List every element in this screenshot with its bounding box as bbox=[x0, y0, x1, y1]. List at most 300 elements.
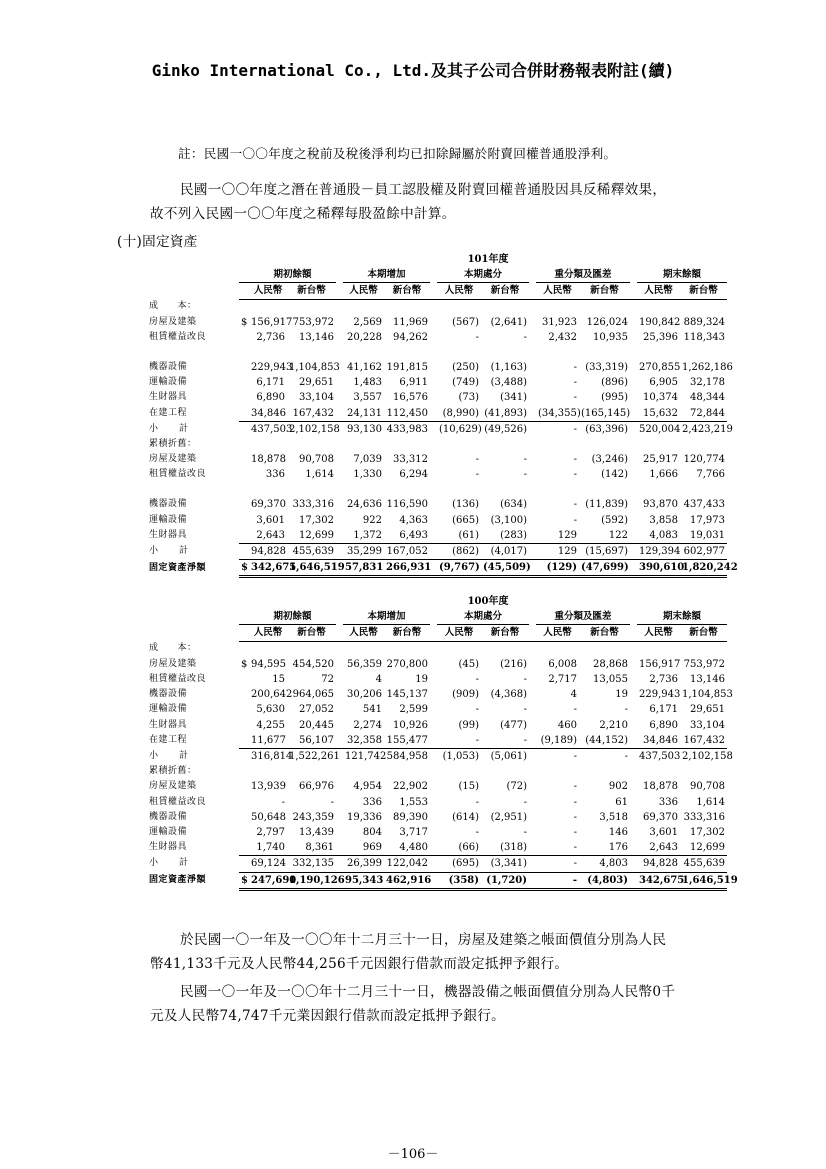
currency-header: 人民幣 bbox=[437, 625, 481, 641]
table-cell: 4 bbox=[375, 674, 382, 685]
table-cell: 95,343 bbox=[343, 872, 384, 889]
table-cell: 30,206 bbox=[347, 689, 382, 701]
table-cell: (66) bbox=[458, 842, 479, 854]
table-cell: 200,642 bbox=[251, 689, 293, 701]
row-label: 在建工程 bbox=[149, 407, 188, 418]
row-label: 運輸設備 bbox=[149, 827, 188, 838]
table-cell: 10,926 bbox=[393, 719, 428, 731]
table-cell: (216) bbox=[500, 658, 527, 670]
currency-symbol bbox=[239, 375, 249, 390]
row-label: 生財器具 bbox=[149, 842, 188, 853]
subtotal-row bbox=[147, 421, 727, 437]
table-cell: 6,493 bbox=[399, 529, 428, 541]
currency-symbol bbox=[239, 749, 249, 765]
table-cell: - bbox=[523, 827, 527, 839]
row-label: 固定資產淨額 bbox=[149, 875, 207, 886]
year-heading: 101年度 bbox=[467, 254, 509, 265]
paragraph-buildings-pledge-line2: 幣41,133千元及人民幣44,256千元因銀行借款而設定抵押予銀行。 bbox=[150, 956, 569, 972]
paragraph-antidilutive-line1: 民國一〇〇年度之潛在普通股－員工認股權及附賣回權普通股因具反稀釋效果， bbox=[180, 182, 667, 198]
table-row bbox=[147, 406, 727, 422]
column-group-header: 本期處分 bbox=[437, 609, 529, 625]
row-label: 小 計 bbox=[149, 423, 195, 434]
table-cell: (341) bbox=[500, 392, 527, 404]
table-cell: 2,643 bbox=[649, 842, 678, 854]
table-cell: (614) bbox=[452, 811, 479, 823]
table-cell: 2,423,219 bbox=[680, 421, 727, 437]
table-cell: (45,509) bbox=[481, 560, 529, 577]
table-cell: - bbox=[573, 469, 577, 481]
row-label: 生財器具 bbox=[149, 392, 188, 403]
currency-symbol bbox=[239, 513, 249, 528]
column-group-header: 重分類及匯差 bbox=[536, 609, 630, 625]
section-row bbox=[147, 764, 727, 779]
row-label: 小 計 bbox=[149, 750, 195, 761]
table-cell: 455,639 bbox=[287, 544, 336, 560]
table-cell: 6,890 bbox=[256, 392, 285, 404]
table-cell: 8,361 bbox=[305, 842, 334, 854]
currency-symbol bbox=[239, 467, 249, 497]
table-cell: 94,828 bbox=[249, 544, 287, 560]
table-cell: 11,677 bbox=[251, 734, 286, 746]
table-cell: 20,228 bbox=[347, 332, 382, 343]
table-cell: (9,189) bbox=[540, 734, 577, 746]
column-group-header: 期末餘額 bbox=[637, 609, 727, 625]
table-cell: 66,976 bbox=[299, 781, 334, 793]
table-cell: (1,163) bbox=[490, 362, 527, 373]
currency-symbol bbox=[239, 390, 249, 405]
table-cell: 12,699 bbox=[690, 842, 726, 854]
table-cell: 2,210 bbox=[599, 719, 628, 731]
table-cell: 26,399 bbox=[343, 856, 384, 872]
year-row bbox=[147, 252, 727, 267]
table-cell: (5,061) bbox=[481, 749, 529, 765]
currency-symbol bbox=[239, 856, 249, 872]
table-row bbox=[147, 672, 727, 687]
table-cell: 41,162 bbox=[347, 362, 382, 373]
table-cell: - bbox=[475, 332, 479, 343]
table-cell: (749) bbox=[452, 377, 479, 389]
table-cell: 229,943 bbox=[639, 689, 681, 701]
currency-symbol: $ bbox=[241, 316, 248, 328]
table-cell: 437,433 bbox=[683, 499, 726, 511]
table-cell: 2,102,158 bbox=[287, 421, 336, 437]
table-cell: 460 bbox=[557, 719, 577, 731]
currency-symbol bbox=[239, 779, 249, 794]
currency-symbol bbox=[239, 795, 249, 810]
table-cell: 129 bbox=[536, 544, 579, 560]
table-cell: (862) bbox=[437, 544, 481, 560]
table-cell: 584,958 bbox=[384, 749, 430, 765]
table-cell: 33,104 bbox=[690, 719, 726, 731]
table-cell: (63,396) bbox=[579, 421, 630, 437]
currency-header: 新台幣 bbox=[680, 283, 727, 299]
subtotal-row bbox=[147, 544, 727, 560]
table-row bbox=[147, 840, 727, 856]
table-row bbox=[147, 390, 727, 405]
table-cell: 190,842 bbox=[639, 316, 681, 328]
table-cell: 93,130 bbox=[343, 421, 384, 437]
currency-header: 新台幣 bbox=[579, 283, 630, 299]
section-row bbox=[147, 299, 727, 315]
table-cell: (665) bbox=[452, 514, 479, 526]
table-cell: 20,445 bbox=[299, 719, 334, 731]
table-cell: 1,646,519 bbox=[680, 872, 727, 889]
table-cell: 24,636 bbox=[347, 499, 382, 511]
table-cell: 336 bbox=[658, 796, 678, 808]
table-cell: 2,569 bbox=[353, 316, 382, 328]
row-label: 小 計 bbox=[149, 546, 195, 557]
table-cell: (34,355) bbox=[538, 407, 581, 419]
table-cell: 18,878 bbox=[643, 781, 678, 793]
table-cell: 145,137 bbox=[386, 689, 428, 701]
table-cell: 69,370 bbox=[643, 811, 678, 823]
table-cell: 1,820,242 bbox=[680, 560, 727, 577]
table-cell: 1,666 bbox=[649, 469, 678, 481]
table-cell: - bbox=[475, 674, 479, 685]
table-cell: 1,104,853 bbox=[289, 362, 340, 373]
table-cell: (142) bbox=[601, 469, 628, 481]
column-group-header: 重分類及匯差 bbox=[536, 267, 630, 283]
currency-symbol: $ bbox=[239, 872, 249, 889]
table-cell: (634) bbox=[500, 499, 527, 511]
table-cell: (358) bbox=[437, 872, 481, 889]
table-cell: 126,024 bbox=[586, 316, 628, 328]
currency-symbol bbox=[239, 497, 249, 512]
currency-header-row bbox=[147, 625, 727, 641]
table-cell: 11,969 bbox=[393, 316, 428, 328]
table-cell: 122 bbox=[608, 529, 628, 541]
table-cell: - bbox=[573, 377, 577, 389]
table-cell: (3,341) bbox=[481, 856, 529, 872]
currency-symbol bbox=[239, 360, 249, 375]
currency-header: 人民幣 bbox=[343, 625, 384, 641]
table-cell: - bbox=[536, 749, 579, 765]
row-label: 租賃權益改良 bbox=[149, 469, 207, 480]
table-cell: 462,916 bbox=[384, 872, 430, 889]
table-cell: 753,972 bbox=[292, 316, 334, 328]
table-cell: - bbox=[573, 796, 577, 808]
currency-header: 新台幣 bbox=[481, 283, 529, 299]
table-row bbox=[147, 497, 727, 512]
table-cell: 1,372 bbox=[353, 529, 382, 541]
table-cell: 112,450 bbox=[386, 407, 428, 419]
table-cell: 56,359 bbox=[347, 658, 382, 670]
table-cell: - bbox=[573, 781, 577, 793]
table-cell: 122,042 bbox=[384, 856, 430, 872]
table-cell: (41,893) bbox=[484, 407, 527, 419]
table-cell: (4,017) bbox=[481, 544, 529, 560]
currency-header: 新台幣 bbox=[579, 625, 630, 641]
table-cell: (8,990) bbox=[442, 407, 479, 419]
table-cell: 4,803 bbox=[579, 856, 630, 872]
table-cell: 4,954 bbox=[353, 781, 382, 793]
table-cell: - bbox=[475, 704, 479, 716]
table-cell: - bbox=[475, 796, 479, 808]
table-row bbox=[147, 687, 727, 702]
table-cell: 191,815 bbox=[386, 362, 428, 373]
table-cell: - bbox=[523, 454, 527, 466]
table-cell: 15 bbox=[272, 674, 285, 685]
table-cell: (129) bbox=[536, 560, 579, 577]
table-cell: 969 bbox=[362, 842, 382, 854]
row-label: 小 計 bbox=[149, 858, 195, 869]
table-cell: 6,171 bbox=[649, 704, 678, 716]
section-row bbox=[147, 641, 727, 657]
table-cell: 5,630 bbox=[256, 704, 285, 716]
table-cell: 13,146 bbox=[690, 674, 726, 685]
table-cell: 1,522,261 bbox=[287, 749, 336, 765]
table-cell: 94,595 bbox=[251, 658, 286, 670]
currency-header-row bbox=[147, 283, 727, 299]
table-cell: - bbox=[523, 704, 527, 716]
table-cell: (33,319) bbox=[585, 362, 628, 373]
table-cell: 27,052 bbox=[299, 704, 334, 716]
table-cell: - bbox=[523, 332, 527, 343]
row-label: 生財器具 bbox=[149, 530, 188, 541]
table-cell: 2,643 bbox=[256, 529, 285, 541]
table-row bbox=[147, 810, 727, 825]
table-cell: 2,736 bbox=[649, 674, 678, 685]
table-cell: - bbox=[573, 514, 577, 526]
table-cell: (11,839) bbox=[585, 499, 628, 511]
row-label: 生財器具 bbox=[149, 719, 188, 730]
table-cell: 2,717 bbox=[548, 674, 577, 685]
table-cell: 94,262 bbox=[393, 332, 428, 343]
table-cell: 964,065 bbox=[292, 689, 334, 701]
table-cell: (73) bbox=[458, 392, 479, 404]
table-cell: 129,394 bbox=[637, 544, 680, 560]
table-cell: 6,890 bbox=[649, 719, 678, 731]
fixed-assets-table-100 bbox=[147, 594, 738, 891]
table-cell: 1,740 bbox=[256, 842, 285, 854]
table-cell: 332,135 bbox=[287, 856, 336, 872]
currency-symbol bbox=[239, 528, 249, 544]
table-cell: - bbox=[579, 749, 630, 765]
table-cell: 32,358 bbox=[347, 734, 382, 746]
table-cell: 19,031 bbox=[690, 529, 726, 541]
table-cell: 167,052 bbox=[384, 544, 430, 560]
row-label: 固定資產淨額 bbox=[149, 562, 207, 573]
table-cell: 270,800 bbox=[386, 658, 428, 670]
table-cell: 72,844 bbox=[690, 407, 726, 419]
year-heading: 100年度 bbox=[467, 596, 509, 607]
currency-header: 人民幣 bbox=[637, 625, 680, 641]
row-label: 運輸設備 bbox=[149, 704, 188, 715]
paragraph-machinery-pledge-line2: 元及人民幣74,747千元業因銀行借款而設定抵押予銀行。 bbox=[150, 1008, 506, 1024]
table-cell: 4,255 bbox=[256, 719, 285, 731]
table-cell: 32,178 bbox=[690, 377, 726, 389]
currency-symbol bbox=[239, 733, 249, 749]
table-cell: 34,846 bbox=[251, 407, 286, 419]
row-label: 機器設備 bbox=[149, 499, 188, 510]
table-cell: 602,977 bbox=[680, 544, 727, 560]
table-cell: 2,736 bbox=[256, 332, 285, 343]
table-cell: 922 bbox=[362, 514, 382, 526]
table-row bbox=[147, 528, 727, 544]
table-cell: 116,590 bbox=[386, 499, 428, 511]
table-row bbox=[147, 467, 727, 497]
row-label: 房屋及建築 bbox=[149, 454, 197, 465]
table-cell: 121,742 bbox=[343, 749, 384, 765]
table-cell: 541 bbox=[362, 704, 382, 716]
year-row bbox=[147, 594, 727, 609]
net-row bbox=[147, 560, 727, 577]
currency-header: 人民幣 bbox=[536, 625, 579, 641]
table-cell: 6,911 bbox=[399, 377, 428, 389]
currency-symbol bbox=[239, 810, 249, 825]
table-cell: 69,124 bbox=[249, 856, 287, 872]
currency-header: 人民幣 bbox=[637, 283, 680, 299]
table-cell: (44,152) bbox=[585, 734, 628, 746]
subtotal-row bbox=[147, 856, 727, 872]
table-cell: 90,708 bbox=[299, 454, 334, 466]
column-group-header: 期末餘額 bbox=[637, 267, 727, 283]
table-cell: 1,614 bbox=[305, 469, 334, 481]
currency-symbol bbox=[239, 672, 249, 687]
row-label: 租賃權益改良 bbox=[149, 796, 207, 807]
table-cell: (2,951) bbox=[490, 811, 527, 823]
table-cell: - bbox=[573, 704, 577, 716]
table-cell: 3,601 bbox=[649, 827, 678, 839]
table-cell: 17,973 bbox=[690, 514, 726, 526]
table-cell: 4,363 bbox=[399, 514, 428, 526]
eps-footnote: 註：民國一〇〇年度之稅前及稅後淨利均已扣除歸屬於附賣回權普通股淨利。 bbox=[178, 146, 617, 161]
table-cell: - bbox=[523, 674, 527, 685]
table-cell: 2,102,158 bbox=[680, 749, 727, 765]
table-cell: (1,053) bbox=[437, 749, 481, 765]
table-cell: 2,274 bbox=[353, 719, 382, 731]
currency-header: 新台幣 bbox=[680, 625, 727, 641]
table-cell: (10,629) bbox=[437, 421, 481, 437]
table-cell: 333,316 bbox=[683, 811, 726, 823]
table-cell: 10,374 bbox=[643, 392, 678, 404]
table-cell: 1,614 bbox=[696, 796, 726, 808]
table-cell: 336 bbox=[265, 469, 285, 481]
table-cell: 520,004 bbox=[637, 421, 680, 437]
group-header-row bbox=[147, 267, 727, 283]
table-row bbox=[147, 718, 727, 733]
table-cell: (477) bbox=[500, 719, 527, 731]
table-cell: 2,599 bbox=[399, 704, 428, 716]
currency-symbol bbox=[239, 687, 249, 702]
row-label: 房屋及建築 bbox=[149, 316, 197, 327]
table-cell: 454,520 bbox=[292, 658, 334, 670]
currency-symbol bbox=[239, 840, 249, 856]
table-cell: 29,651 bbox=[690, 704, 726, 716]
table-cell: 12,699 bbox=[299, 529, 334, 541]
table-cell: 437,503 bbox=[637, 749, 680, 765]
currency-symbol bbox=[239, 825, 249, 840]
table-cell: 437,503 bbox=[249, 421, 287, 437]
currency-symbol bbox=[239, 330, 249, 360]
table-cell: (165,145) bbox=[581, 407, 631, 419]
paragraph-buildings-pledge-line1: 於民國一〇一年及一〇〇年十二月三十一日，房屋及建築之帳面價值分別為人民 bbox=[180, 932, 667, 948]
table-cell: - bbox=[536, 856, 579, 872]
table-cell: 889,324 bbox=[683, 316, 726, 328]
table-cell: (567) bbox=[452, 316, 479, 328]
table-cell: 316,814 bbox=[249, 749, 287, 765]
row-label: 在建工程 bbox=[149, 735, 188, 746]
table-cell: 61 bbox=[615, 796, 628, 808]
fixed-assets-table-101 bbox=[147, 252, 738, 578]
column-group-header: 期初餘額 bbox=[249, 609, 336, 625]
table-cell: 10,935 bbox=[593, 332, 628, 343]
section-row bbox=[147, 437, 727, 452]
table-cell: - bbox=[475, 469, 479, 481]
table-cell: 50,648 bbox=[251, 811, 286, 823]
table-cell: 1,104,853 bbox=[682, 689, 733, 701]
table-cell: 89,390 bbox=[393, 811, 428, 823]
table-cell: 902 bbox=[608, 781, 628, 793]
table-cell: (318) bbox=[500, 842, 527, 854]
row-label: 機器設備 bbox=[149, 811, 188, 822]
currency-symbol bbox=[239, 452, 249, 467]
column-group-header: 本期處分 bbox=[437, 267, 529, 283]
table-cell: - bbox=[475, 454, 479, 466]
table-cell: 6,905 bbox=[649, 377, 678, 389]
table-cell: 118,343 bbox=[683, 332, 726, 343]
row-label: 機器設備 bbox=[149, 362, 188, 372]
table-cell: (3,100) bbox=[490, 514, 527, 526]
table-row bbox=[147, 825, 727, 840]
table-cell: 7,039 bbox=[353, 454, 382, 466]
group-header-row bbox=[147, 609, 727, 625]
currency-header: 新台幣 bbox=[481, 625, 529, 641]
currency-header: 新台幣 bbox=[384, 283, 430, 299]
row-label: 累積折舊： bbox=[149, 439, 197, 450]
row-label: 租賃權益改良 bbox=[149, 674, 207, 684]
row-label: 累積折舊： bbox=[149, 766, 197, 777]
table-cell: 3,518 bbox=[599, 811, 628, 823]
table-cell: (896) bbox=[601, 377, 628, 389]
table-cell: 93,870 bbox=[643, 499, 678, 511]
currency-header: 人民幣 bbox=[437, 283, 481, 299]
column-group-header: 本期增加 bbox=[343, 609, 430, 625]
table-cell: - bbox=[475, 827, 479, 839]
column-group-header: 期初餘額 bbox=[249, 267, 336, 283]
table-cell: 90,708 bbox=[690, 781, 726, 793]
table-cell: (61) bbox=[458, 529, 479, 541]
table-cell: - bbox=[523, 734, 527, 746]
table-cell: (15,697) bbox=[579, 544, 630, 560]
table-cell: 25,917 bbox=[643, 454, 678, 466]
table-cell: 19 bbox=[415, 674, 428, 685]
table-cell: (45) bbox=[458, 658, 479, 670]
table-cell: (909) bbox=[452, 689, 479, 701]
table-cell: 167,432 bbox=[292, 407, 334, 419]
table-cell: 1,646,519 bbox=[287, 560, 336, 577]
table-cell: 266,931 bbox=[384, 560, 430, 577]
table-row bbox=[147, 657, 727, 672]
table-cell: 1,190,126 bbox=[287, 872, 336, 889]
table-cell: 22,902 bbox=[393, 781, 428, 793]
table-cell: (72) bbox=[506, 781, 527, 793]
row-label: 運輸設備 bbox=[149, 514, 188, 525]
table-cell: (1,720) bbox=[481, 872, 529, 889]
net-row bbox=[147, 872, 727, 889]
table-cell: 2,797 bbox=[256, 827, 285, 839]
table-cell: 247,690 bbox=[249, 872, 287, 889]
table-cell: 120,774 bbox=[683, 454, 726, 466]
table-cell: - bbox=[573, 392, 577, 404]
table-cell: 13,439 bbox=[299, 827, 334, 839]
table-cell: 270,855 bbox=[639, 362, 681, 373]
table-cell: - bbox=[523, 469, 527, 481]
currency-header: 人民幣 bbox=[249, 625, 287, 641]
table-row bbox=[147, 733, 727, 749]
table-cell: - bbox=[475, 734, 479, 746]
currency-header: 人民幣 bbox=[536, 283, 579, 299]
